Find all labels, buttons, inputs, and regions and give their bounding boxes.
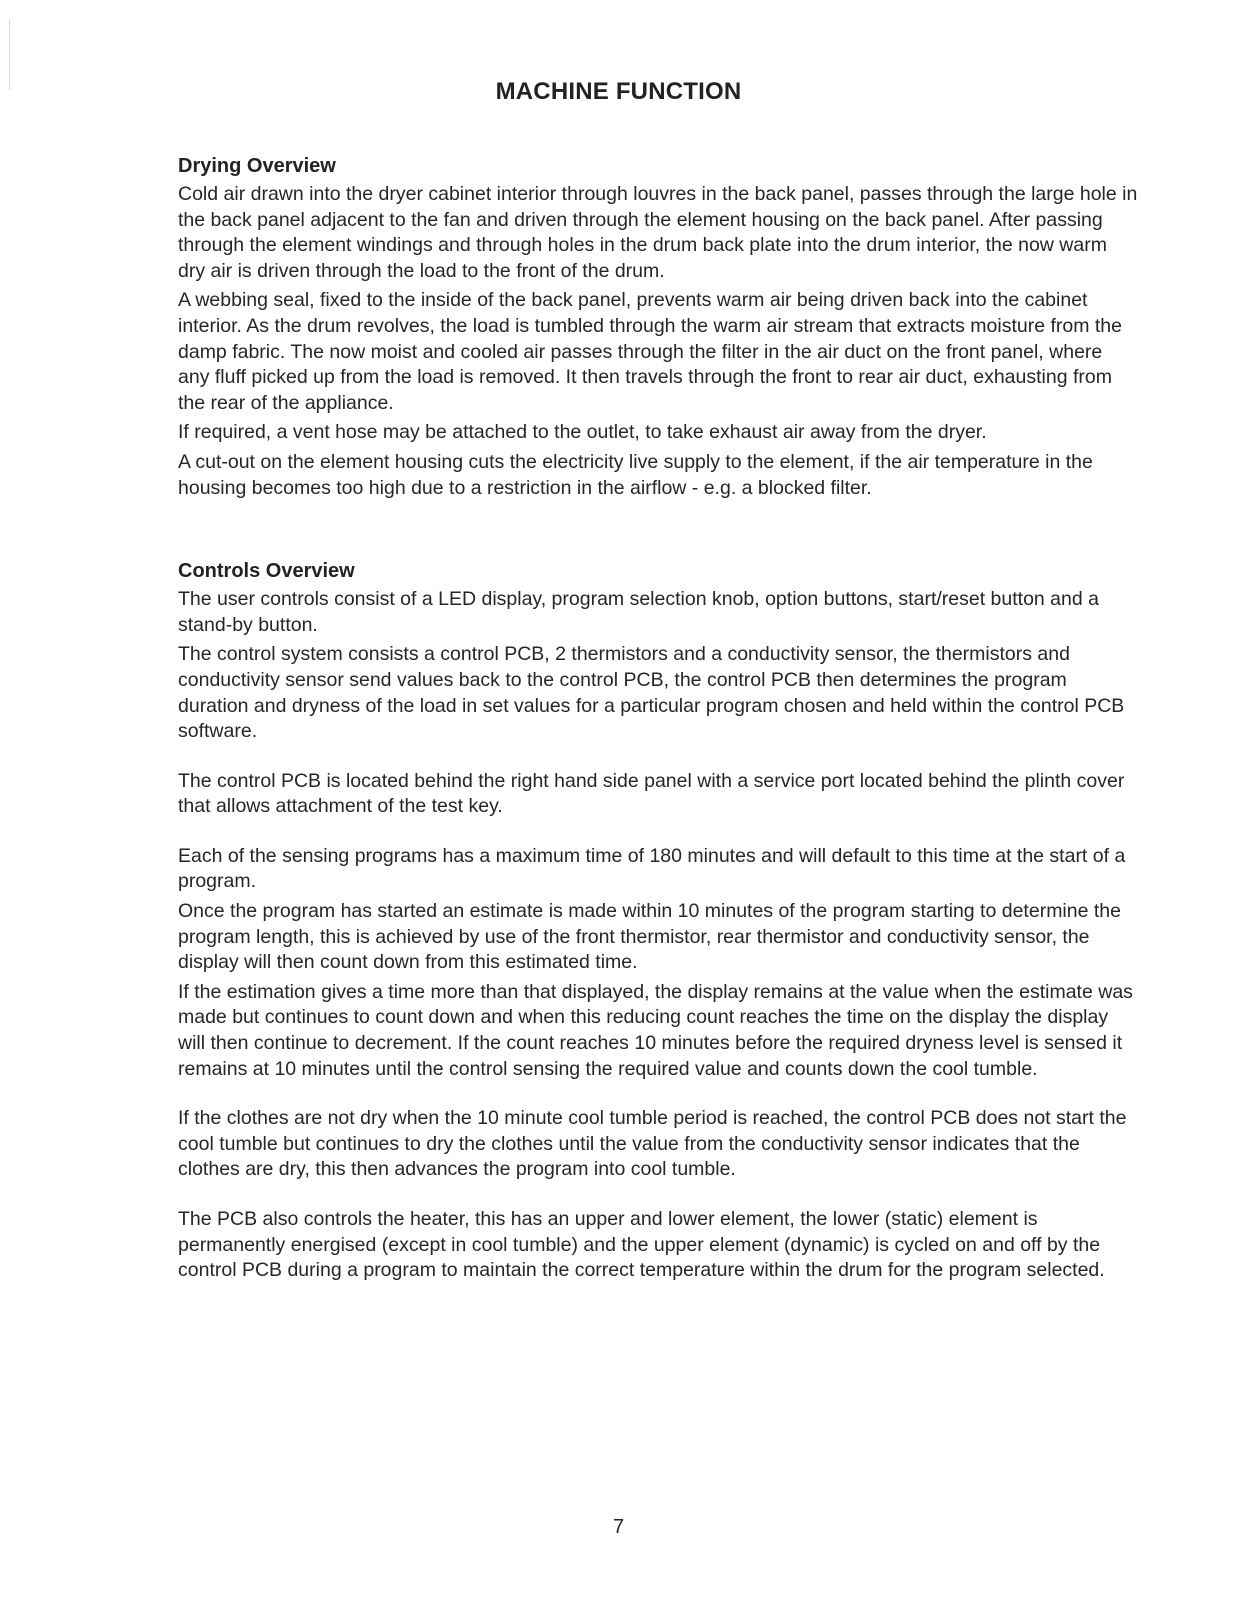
paragraph: If the estimation gives a time more than that displayed, the display remains at the value when the estimate was made but continues to count down and when this reducing count reaches the time on the display the display will then continue to decrement. If the count reaches 10 minutes before the required dryness level is sensed it remains at 10 minutes until the control sensing the required value and counts down the cool tumble. — [178, 980, 1133, 1080]
controls-overview-heading: Controls Overview — [178, 560, 355, 583]
paragraph: A cut-out on the element housing cuts the electricity live supply to the element, if the air temperature in the housing becomes too high due to a restriction in the airflow - e.g. a blocked filter. — [178, 450, 1093, 499]
page-number: 7 — [612, 1516, 625, 1538]
paragraph-spacer — [178, 1187, 1138, 1207]
paragraph-spacer — [178, 749, 1138, 769]
paragraph-spacer — [178, 824, 1138, 844]
section-spacer — [178, 505, 1138, 559]
paragraph: The PCB also controls the heater, this has an upper and lower element, the lower (static) element is permanently energised (except in cool tumble) and the upper element (dynamic) is cycled on and off by the control PCB during a program to maintain the correct temperature within the drum for the program selected. — [178, 1208, 1105, 1282]
paragraph: The control system consists a control PCB, 2 thermistors and a conductivity sensor, the thermistors and conductivity sensor send values back to the control PCB, the control PCB then determines the program duration and dryness of the load in set values for a particular program chosen and held within the control PCB software. — [178, 643, 1125, 743]
paragraph: Cold air drawn into the dryer cabinet interior through louvres in the back panel, passes through the large hole in the back panel adjacent to the fan and driven through the element housing on the back panel. After passing through the element windings and through holes in the drum back plate into the drum interior, the now warm dry air is driven through the load to the front of the drum. — [178, 183, 1138, 282]
paragraph: Each of the sensing programs has a maximum time of 180 minutes and will default to this time at the start of a program. — [178, 844, 1126, 893]
drying-overview-heading: Drying Overview — [178, 155, 336, 177]
paragraph-spacer — [178, 1086, 1138, 1106]
paragraph: The user controls consist of a LED display, program selection knob, option buttons, start/reset button and a stand-by button. — [178, 588, 1099, 636]
page-title: MACHINE FUNCTION — [495, 78, 742, 105]
paragraph: Once the program has started an estimate is made within 10 minutes of the program starting to determine the program length, this is achieved by use of the front thermistor, rear thermistor and conductivity sensor, the display will then count down from this estimated time. — [178, 900, 1121, 974]
paragraph: A webbing seal, fixed to the inside of the back panel, prevents warm air being driven back into the cabinet interior. As the drum revolves, the load is tumbled through the warm air stream that extracts moisture from the damp fabric. The now moist and cooled air passes through the filter in the air duct on the front panel, where any fluff picked up from the load is removed. It then travels through the front to rear air duct, exhausting from the rear of the appliance. — [178, 289, 1122, 414]
document-body — [178, 154, 1138, 1288]
paragraph: If required, a vent hose may be attached to the outlet, to take exhaust air away from the dryer. — [178, 421, 987, 444]
paragraph: If the clothes are not dry when the 10 minute cool tumble period is reached, the control PCB does not start the cool tumble but continues to dry the clothes until the value from the conductivity sensor indicates that the clothes are dry, this then advances the program into cool tumble. — [178, 1107, 1127, 1181]
paragraph: The control PCB is located behind the right hand side panel with a service port located behind the plinth cover that allows attachment of the test key. — [178, 769, 1125, 818]
